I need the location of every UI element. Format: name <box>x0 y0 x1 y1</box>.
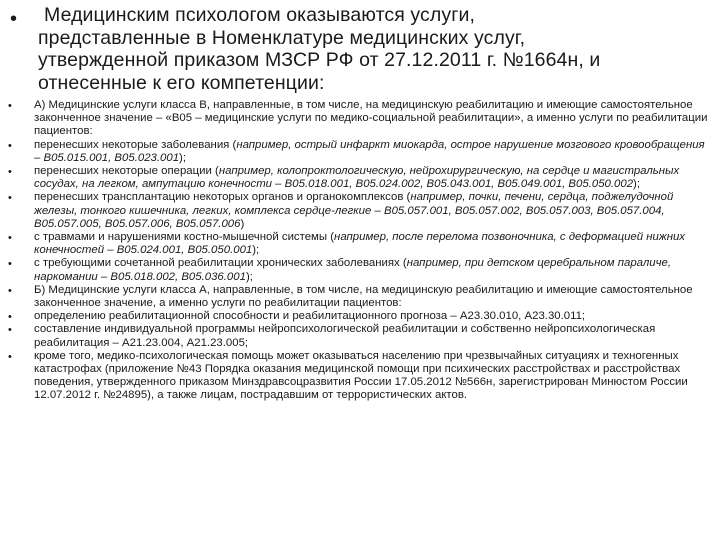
item-text <box>34 165 716 191</box>
bullet: • <box>8 284 12 297</box>
list-item <box>0 231 716 257</box>
bullet: • <box>8 232 12 245</box>
item-text <box>34 139 716 165</box>
item-text: составление индивидуальной программы нейропсихологической реабилитации и собственно нейропсихологическая реабилитация – А21.23.004, А21.23.005; <box>34 323 656 349</box>
title-line-1: Медицинским психологом оказываются услуги, <box>44 4 475 26</box>
item-text-plain: перенесших трансплантацию некоторых органов и органокомплексов ( <box>34 191 411 204</box>
item-text-italic: например, при детском церебральном параличе, наркомании – В05.018.002, В05.036.001 <box>34 257 672 283</box>
item-text-plain: с требующими сочетанной реабилитации хронических заболеваниях ( <box>34 257 407 270</box>
item-text-italic: например, почки, печени, сердца, поджелудочной железы, тонкого кишечника, легких, комплекса сердце-легкие – В05.057.001, В05.057.002, В05.057.003, В05.057.004, В05.057.005, В05.057.006, В05.057.006 <box>34 191 674 230</box>
item-text-plain: перенесших некоторые операции ( <box>34 165 219 178</box>
item-text-plain: перенесших некоторые заболевания ( <box>34 138 237 151</box>
list-item <box>0 350 716 403</box>
bullet: • <box>8 192 12 205</box>
list-item <box>0 99 716 139</box>
title-bullet: • <box>10 8 18 30</box>
bullet: • <box>8 100 12 112</box>
list-item <box>0 310 716 323</box>
title-line-3: утвержденной приказом МЗСР РФ от 27.12.2011 г. №1664н, и <box>38 49 601 71</box>
item-text: Б) Медицинские услуги класса А, направленные, в том числе, на медицинскую реабилитацию и имеющие самостоятельное законченное значение, а именно услуги по реабилитации пациентов: <box>34 283 693 310</box>
list-item <box>0 165 716 191</box>
title-line-4: отнесенные к его компетенции: <box>38 71 325 94</box>
item-text-italic: например, после перелома позвоночника, с деформацией нижних конечностей – В05.024.001, В05.050.001 <box>34 231 685 257</box>
item-text <box>34 231 716 257</box>
bullet: • <box>8 311 12 324</box>
bullet: • <box>8 350 12 363</box>
item-text-italic: например, острый инфаркт миокарда, острое нарушение мозгового кровообращения – В05.015.001, В05.023.001 <box>34 138 705 164</box>
bullet: • <box>8 324 12 337</box>
item-text: определению реабилитационной способности и реабилитационного прогноза – А23.30.010, А23.30.011; <box>34 310 586 323</box>
bullet-list <box>0 99 716 403</box>
slide-title <box>8 4 708 94</box>
item-text-plain: ) <box>240 217 245 230</box>
bullet: • <box>8 139 12 152</box>
item-text-plain: ); <box>245 270 253 283</box>
list-item <box>0 257 716 283</box>
title-text <box>38 4 708 94</box>
list-item <box>0 323 716 349</box>
bullet: • <box>8 166 12 179</box>
list-item <box>0 191 716 231</box>
item-text: кроме того, медико-психологическая помощь может оказываться населению при чрезвычайных ситуациях и техногенных катастрофах (приложение №43 Порядка оказания медицинской помощи при психических расстройствах и расстройствах поведения, утвержденного приказом Минздравсоцразвития России 17.05.2012 №566н, зарегистрирован Минюстом России 12.07.2012 г. №24895), а также лицам, пострадавшим от террористических актов. <box>34 349 688 402</box>
title-line-2: представленные в Номенклатуре медицинских услуг, <box>38 26 526 49</box>
item-text: А) Медицинские услуги класса В, направленные, в том числе, на медицинскую реабилитацию и имеющие самостоятельное законченное значение – «В05 – медицинские услуги по медико-социальной реабилитации», а именно услуги по реабилитации пациентов: <box>34 99 708 138</box>
bullet: • <box>8 258 12 271</box>
list-item <box>0 139 716 165</box>
item-text <box>34 191 716 231</box>
item-text-plain: ); <box>633 178 640 191</box>
item-text-plain: с травмами и нарушениями костно-мышечной системы ( <box>34 231 335 244</box>
list-item <box>0 284 716 310</box>
item-text <box>34 257 716 283</box>
item-text-italic: например, колопроктологическую, нейрохирургическую, на сердце и магистральных сосудах, на легком, ампутацию конечности – В05.018.001, В05.024.002, В05.043.001, В05.049.001, В05.050.002 <box>34 165 680 191</box>
item-text-plain: ); <box>252 244 260 257</box>
item-text-plain: ); <box>179 151 187 164</box>
